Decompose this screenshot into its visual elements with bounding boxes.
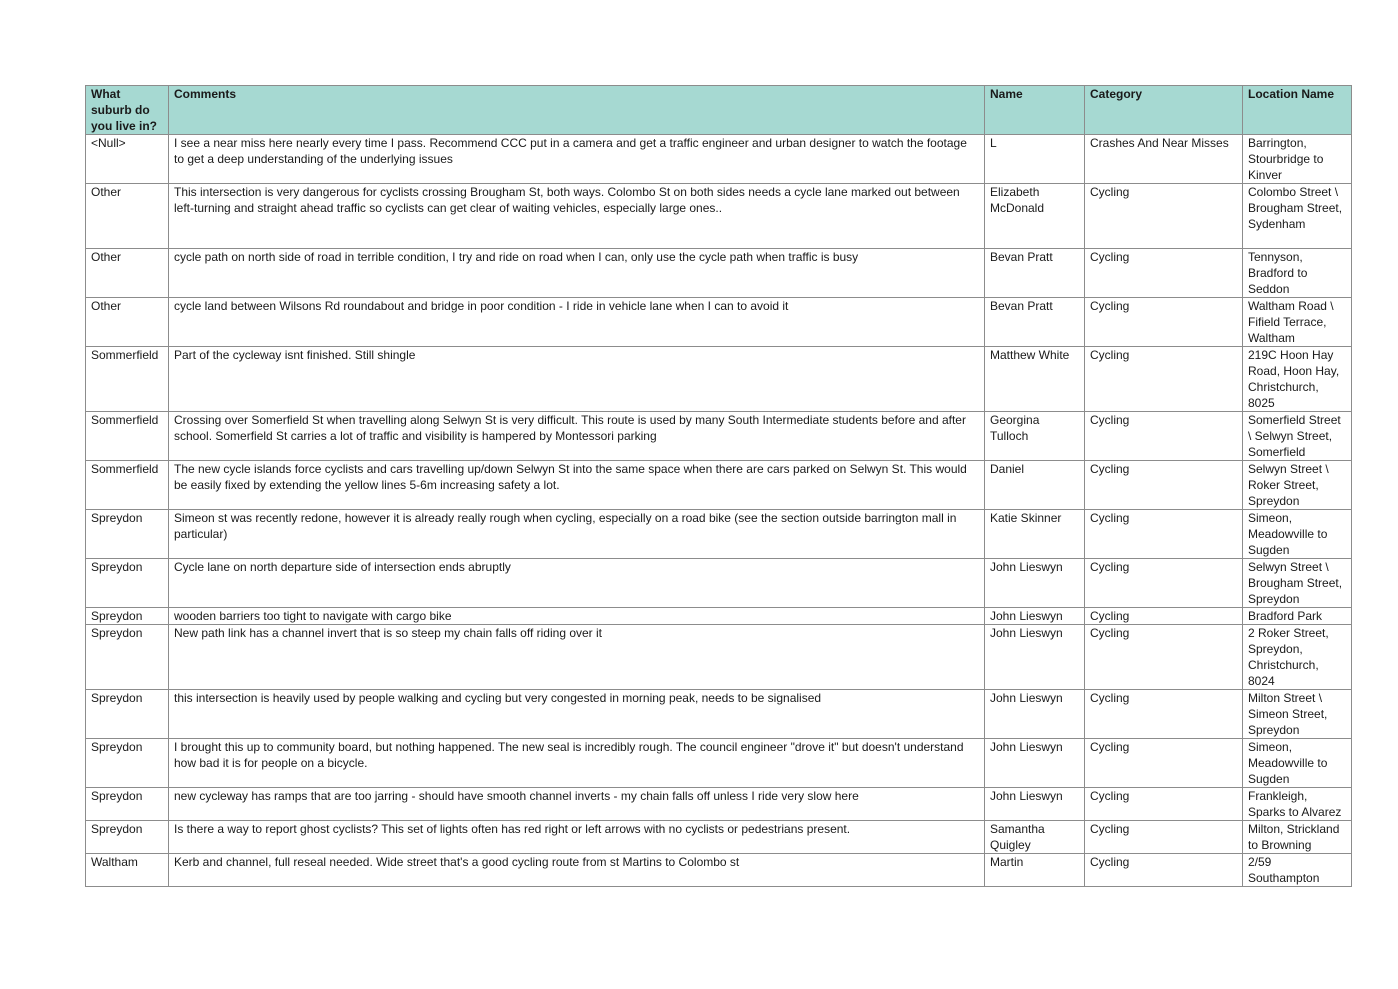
cell-suburb: Spreydon <box>86 559 169 608</box>
cell-name: Georgina Tulloch <box>985 412 1085 461</box>
cell-location: Frankleigh, Sparks to Alvarez <box>1243 788 1352 821</box>
cell-suburb: Spreydon <box>86 821 169 854</box>
cell-comments: Kerb and channel, full reseal needed. Wide street that's a good cycling route from st Martins to Colombo st <box>169 854 985 887</box>
cell-location: 219C Hoon Hay Road, Hoon Hay, Christchurch, 8025 <box>1243 347 1352 412</box>
cell-category: Cycling <box>1085 461 1243 510</box>
cell-suburb: Other <box>86 184 169 249</box>
table-row <box>86 625 1352 690</box>
cell-suburb: Spreydon <box>86 690 169 739</box>
cell-location: Somerfield Street \ Selwyn Street, Somerfield <box>1243 412 1352 461</box>
header-category: Category <box>1085 86 1243 135</box>
cell-name: Bevan Pratt <box>985 298 1085 347</box>
cell-suburb: Spreydon <box>86 608 169 625</box>
cell-suburb: <Null> <box>86 135 169 184</box>
cell-comments: new cycleway has ramps that are too jarring - should have smooth channel inverts - my chain falls off unless I ride very slow here <box>169 788 985 821</box>
cell-comments: cycle path on north side of road in terrible condition, I try and ride on road when I can, only use the cycle path when traffic is busy <box>169 249 985 298</box>
cell-comments: New path link has a channel invert that is so steep my chain falls off riding over it <box>169 625 985 690</box>
cell-name: John Lieswyn <box>985 608 1085 625</box>
cell-category: Cycling <box>1085 347 1243 412</box>
cell-location: 2 Roker Street, Spreydon, Christchurch, 8024 <box>1243 625 1352 690</box>
cell-name: Katie Skinner <box>985 510 1085 559</box>
cell-suburb: Spreydon <box>86 739 169 788</box>
cell-name: Daniel <box>985 461 1085 510</box>
cell-comments: The new cycle islands force cyclists and cars travelling up/down Selwyn St into the same space when there are cars parked on Selwyn St. This would be easily fixed by extending the yellow lines 5-6m increasing safety a lot. <box>169 461 985 510</box>
table-row <box>86 821 1352 854</box>
cell-location: 2/59 Southampton <box>1243 854 1352 887</box>
cell-category: Cycling <box>1085 184 1243 249</box>
header-comments: Comments <box>169 86 985 135</box>
cell-category: Cycling <box>1085 249 1243 298</box>
cell-comments: I brought this up to community board, but nothing happened. The new seal is incredibly rough. The council engineer "drove it" but doesn't understand how bad it is for people on a bicycle. <box>169 739 985 788</box>
table-row <box>86 608 1352 625</box>
cell-name: John Lieswyn <box>985 690 1085 739</box>
table-row <box>86 298 1352 347</box>
cell-category: Cycling <box>1085 690 1243 739</box>
table-row <box>86 559 1352 608</box>
cell-comments: this intersection is heavily used by people walking and cycling but very congested in morning peak, needs to be signalised <box>169 690 985 739</box>
cell-name: John Lieswyn <box>985 625 1085 690</box>
cell-name: John Lieswyn <box>985 559 1085 608</box>
cell-name: Samantha Quigley <box>985 821 1085 854</box>
cell-location: Simeon, Meadowville to Sugden <box>1243 510 1352 559</box>
cell-category: Cycling <box>1085 625 1243 690</box>
feedback-table <box>85 85 1352 887</box>
cell-name: Matthew White <box>985 347 1085 412</box>
cell-suburb: Waltham <box>86 854 169 887</box>
cell-suburb: Sommerfield <box>86 412 169 461</box>
cell-category: Cycling <box>1085 854 1243 887</box>
cell-suburb: Sommerfield <box>86 461 169 510</box>
table-row <box>86 788 1352 821</box>
cell-name: John Lieswyn <box>985 739 1085 788</box>
cell-suburb: Other <box>86 249 169 298</box>
table-row <box>86 461 1352 510</box>
cell-location: Milton Street \ Simeon Street, Spreydon <box>1243 690 1352 739</box>
header-row <box>86 86 1352 135</box>
table-row <box>86 854 1352 887</box>
cell-location: Barrington, Stourbridge to Kinver <box>1243 135 1352 184</box>
cell-category: Crashes And Near Misses <box>1085 135 1243 184</box>
cell-location: Waltham Road \ Fifield Terrace, Waltham <box>1243 298 1352 347</box>
table-row <box>86 135 1352 184</box>
cell-name: Elizabeth McDonald <box>985 184 1085 249</box>
cell-suburb: Sommerfield <box>86 347 169 412</box>
table-row <box>86 184 1352 249</box>
cell-comments: Part of the cycleway isnt finished. Still shingle <box>169 347 985 412</box>
cell-location: Selwyn Street \ Brougham Street, Spreydon <box>1243 559 1352 608</box>
table-row <box>86 510 1352 559</box>
cell-name: Martin <box>985 854 1085 887</box>
table-row <box>86 739 1352 788</box>
cell-comments: Cycle lane on north departure side of intersection ends abruptly <box>169 559 985 608</box>
table-row <box>86 690 1352 739</box>
cell-comments: Is there a way to report ghost cyclists? This set of lights often has red right or left arrows with no cyclists or pedestrians present. <box>169 821 985 854</box>
cell-comments: Simeon st was recently redone, however it is already really rough when cycling, especially on a road bike (see the section outside barrington mall in particular) <box>169 510 985 559</box>
cell-location: Colombo Street \ Brougham Street, Sydenham <box>1243 184 1352 249</box>
table-row <box>86 249 1352 298</box>
cell-category: Cycling <box>1085 739 1243 788</box>
cell-comments: I see a near miss here nearly every time I pass. Recommend CCC put in a camera and get a traffic engineer and urban designer to watch the footage to get a deep understanding of the underlying issues <box>169 135 985 184</box>
cell-location: Simeon, Meadowville to Sugden <box>1243 739 1352 788</box>
cell-location: Selwyn Street \ Roker Street, Spreydon <box>1243 461 1352 510</box>
cell-category: Cycling <box>1085 821 1243 854</box>
cell-suburb: Spreydon <box>86 625 169 690</box>
header-suburb: What suburb do you live in? <box>86 86 169 135</box>
cell-category: Cycling <box>1085 412 1243 461</box>
header-location: Location Name <box>1243 86 1352 135</box>
cell-comments: wooden barriers too tight to navigate with cargo bike <box>169 608 985 625</box>
table-row <box>86 347 1352 412</box>
cell-category: Cycling <box>1085 788 1243 821</box>
cell-comments: cycle land between Wilsons Rd roundabout and bridge in poor condition - I ride in vehicle lane when I can to avoid it <box>169 298 985 347</box>
cell-category: Cycling <box>1085 298 1243 347</box>
cell-suburb: Other <box>86 298 169 347</box>
cell-location: Bradford Park <box>1243 608 1352 625</box>
cell-comments: This intersection is very dangerous for cyclists crossing Brougham St, both ways. Colombo St on both sides needs a cycle lane marked out between left-turning and straight ahead traffic so cyclists can get clear of waiting vehicles, especially large ones.. <box>169 184 985 249</box>
cell-category: Cycling <box>1085 510 1243 559</box>
cell-category: Cycling <box>1085 608 1243 625</box>
cell-name: John Lieswyn <box>985 788 1085 821</box>
cell-category: Cycling <box>1085 559 1243 608</box>
table-row <box>86 412 1352 461</box>
cell-location: Tennyson, Bradford to Seddon <box>1243 249 1352 298</box>
cell-name: Bevan Pratt <box>985 249 1085 298</box>
cell-name: L <box>985 135 1085 184</box>
header-name: Name <box>985 86 1085 135</box>
cell-comments: Crossing over Somerfield St when travelling along Selwyn St is very difficult. This route is used by many South Intermediate students before and after school. Somerfield St carries a lot of traffic and visibility is hampered by Montessori parking <box>169 412 985 461</box>
cell-suburb: Spreydon <box>86 788 169 821</box>
cell-location: Milton, Strickland to Browning <box>1243 821 1352 854</box>
cell-suburb: Spreydon <box>86 510 169 559</box>
